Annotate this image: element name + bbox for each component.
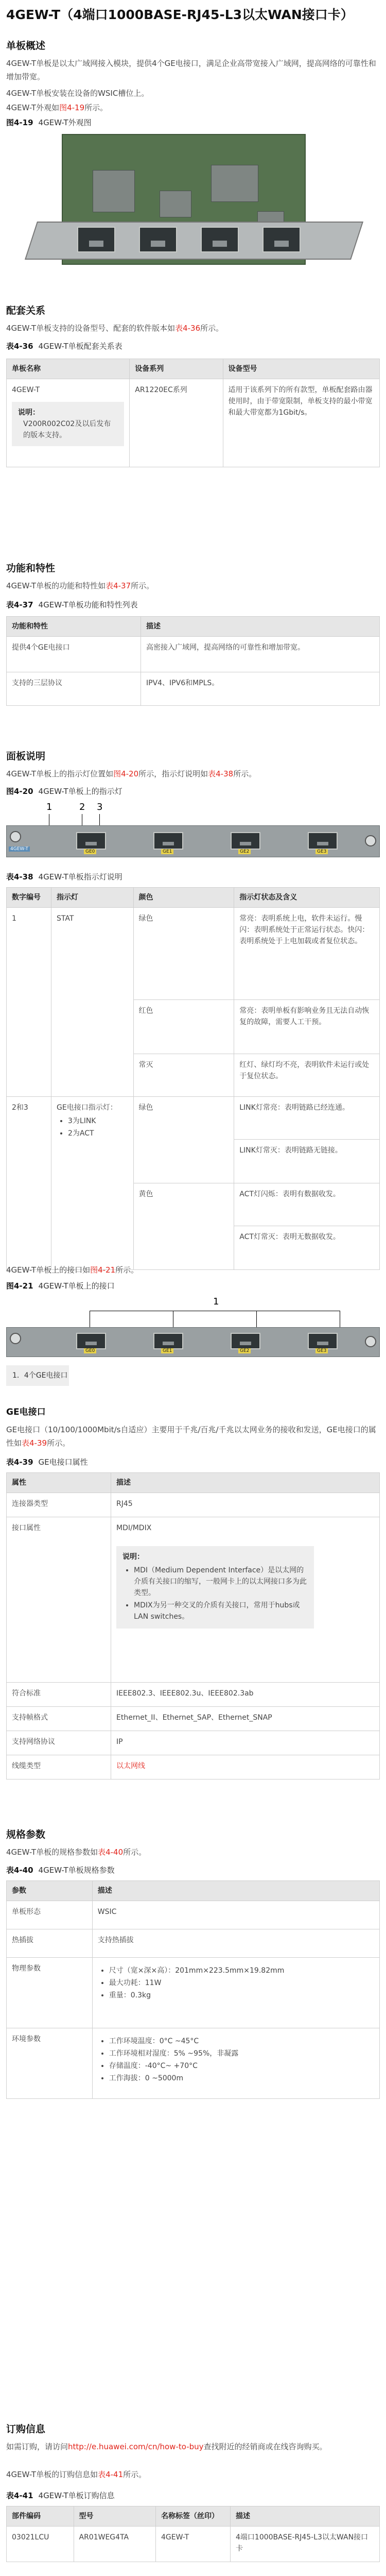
table-row: 环境参数 • 工作环境温度：0°C ~45°C • 工作环境相对湿度：5% ~95%，非凝露 • 存储温度：-40°C~ +70°C • 工作海拔：0 ~5000m: [7, 2028, 380, 2099]
col-header: 单板名称: [7, 359, 130, 379]
table-row: 红色 常亮：表明单板有影响业务且无法自动恢复的故障，需要人工干预。: [7, 1000, 380, 1054]
table-link[interactable]: 表4-39: [22, 1438, 47, 1448]
col-header: 属性: [7, 1473, 111, 1493]
table-row: 物理参数 • 尺寸（宽×深×高）：201mm×223.5mm×19.82mm • 最大功耗：11W • 重量：0.3kg: [7, 1958, 380, 2028]
table-row: 接口属性 MDI/MDIX 说明： • MDI（Medium Dependent Interface）是以太网的介质有关接口的缩写，一般网卡上的以太网接口多为此类型。 • MDIX为另一种交叉的介质有关接口，常用于hubs或LAN switches。: [7, 1517, 380, 1683]
col-header: 名称标签（丝印）: [156, 2506, 231, 2527]
col-header: 功能和特性: [7, 617, 141, 637]
col-header: 设备型号: [223, 359, 380, 379]
table-row: LINK灯常灭：表明链路无链接。: [7, 1140, 380, 1183]
table-caption: 表4-37 4GEW-T单板功能和特性列表: [6, 600, 138, 609]
board-photo: [15, 134, 371, 289]
section-heading-features: 功能和特性: [6, 563, 56, 574]
order-table: [6, 2506, 380, 2562]
note-box: 说明： V200R002C02及以后发布的版本支持。: [12, 402, 124, 446]
figure-link[interactable]: 图4-21: [90, 1265, 116, 1275]
table-row: 符合标准 IEEE802.3、IEEE802.3u、IEEE802.3ab: [7, 1683, 380, 1707]
table-row: 线缆类型 以太网线: [7, 1755, 380, 1780]
table-row: 支持帧格式 Ethernet_II、Ethernet_SAP、Ethernet_SNAP: [7, 1707, 380, 1731]
section-heading-order: 订购信息: [6, 2424, 46, 2435]
col-header: 描述: [141, 617, 380, 637]
table-row: 1 STAT 绿色 常亮：表明系统上电，软件未运行。慢闪：表明系统处于正常运行状态。快闪：表明系统处于上电加载或者复位状态。: [7, 908, 380, 1000]
table-row: 支持的三层协议 IPV4、IPV6和MPLS。: [7, 672, 380, 706]
col-header: 指示灯: [51, 888, 134, 908]
table-link[interactable]: 表4-36: [175, 324, 201, 333]
table-caption: 表4-40 4GEW-T单板规格参数: [6, 1866, 115, 1875]
figure-caption: 图4-19 4GEW-T外观图: [6, 118, 92, 127]
col-header: 描述: [92, 1881, 379, 1901]
table-row: 连接器类型 RJ45: [7, 1493, 380, 1517]
table-row: 提供4个GE电接口 高密接入广域网，提高网络的可靠性和增加带宽。: [7, 637, 380, 672]
overview-paragraph-1: 4GEW-T单板是以太广域网接入模块，提供4个GE电接口，满足企业高带宽接入广域网，提高网络的可靠性和增加带宽。: [6, 59, 376, 81]
table-caption: 表4-36 4GEW-T单板配套关系表: [6, 342, 122, 351]
section-heading-compat: 配套关系: [6, 305, 46, 316]
section-heading-specs: 规格参数: [6, 1829, 46, 1840]
figure-legend: 1．4个GE电接口: [6, 1365, 69, 1386]
col-header: 描述: [111, 1473, 380, 1493]
ge-table: [6, 1472, 380, 1780]
table-caption: 表4-38 4GEW-T单板指示灯说明: [6, 872, 122, 882]
led-table: [6, 887, 380, 1270]
section-heading-ge: GE电接口: [6, 1407, 46, 1417]
col-header: 描述: [231, 2506, 380, 2527]
table-row: 03021LCU AR01WEG4TA 4GEW-T 4端口1000BASE-RJ45-L3以太WAN接口卡: [7, 2527, 380, 2562]
table-link[interactable]: 表4-37: [106, 581, 131, 590]
table-row: 黄色 ACT灯闪烁：表明有数据收发。: [7, 1183, 380, 1226]
col-header: 部件编码: [7, 2506, 74, 2527]
col-header: 型号: [74, 2506, 156, 2527]
table-row: 常灭 红灯、绿灯均不亮，表明软件未运行或处于复位状态。: [7, 1054, 380, 1097]
table-row: ACT灯常灭：表明无数据收发。: [7, 1226, 380, 1270]
table-link[interactable]: 表4-41: [98, 2470, 124, 2479]
features-paragraph: 4GEW-T单板的功能和特性如表4-37所示。: [6, 581, 154, 590]
col-header: 设备系列: [130, 359, 223, 379]
col-header: 指示灯状态及含义: [234, 888, 380, 908]
ge-paragraph: GE电接口（10/100/1000Mbit/s自适应）主要用于千兆/百兆/千兆以太网业务的接收和发送，GE电接口的属性如表4-39所示。: [6, 1425, 376, 1448]
col-header: 颜色: [133, 888, 234, 908]
interface-figure: 1 GE0 GE1 GE2 GE3: [6, 1296, 380, 1358]
buy-link[interactable]: http://e.huawei.com/cn/how-to-buy: [68, 2442, 204, 2451]
table-link[interactable]: 表4-40: [98, 1848, 124, 1857]
ports-paragraph: 4GEW-T单板上的接口如图4-21所示。: [6, 1265, 139, 1275]
overview-paragraph-3: 4GEW-T外观如图4-19所示。: [6, 103, 108, 112]
col-header: 数字编号: [7, 888, 51, 908]
figure-link[interactable]: 图4-20: [113, 769, 139, 778]
note-box: 说明： • MDI（Medium Dependent Interface）是以太网的介质有关接口的缩写，一般网卡上的以太网接口多为此类型。 • MDIX为另一种交叉的介质有关接口，常用于hubs或LAN switches。: [116, 1546, 314, 1629]
overview-paragraph-2: 4GEW-T单板安装在设备的WSIC槽位上。: [6, 89, 149, 98]
table-row: 2和3 GE电接口指示灯： • 3为LINK • 2为ACT 绿色 LINK灯常亮：表明链路已经连通。: [7, 1097, 380, 1140]
compat-table: [6, 359, 380, 467]
table-row: 支持网络协议 IP: [7, 1731, 380, 1755]
order-paragraph: 如需订购，请访问http://e.huawei.com/cn/how-to-buy查找附近的经销商或在线咨询购买。: [6, 2442, 327, 2451]
specs-paragraph: 4GEW-T单板的规格参数如表4-40所示。: [6, 1848, 147, 1857]
table-row: 4GEW-T 说明： V200R002C02及以后发布的版本支持。 AR1220EC系列 适用于该系列下的所有款型，单板配套路由器使用时，由于带宽限制，单板支持的最小带宽和最大带宽都为1Gbit/s。: [7, 379, 380, 467]
table-row: 热插拔 支持热插拔: [7, 1929, 380, 1958]
features-table: [6, 616, 380, 706]
table-caption: 表4-39 GE电接口属性: [6, 1458, 88, 1467]
figure-caption: 图4-20 4GEW-T单板上的指示灯: [6, 787, 122, 796]
led-figure: 1 2 3 4GEW-T GE0 GE1 GE2 GE3: [6, 802, 380, 858]
section-heading-panel: 面板说明: [6, 751, 46, 762]
specs-table: [6, 1880, 380, 2099]
compat-paragraph: 4GEW-T单板支持的设备型号、配套的软件版本如表4-36所示。: [6, 324, 224, 333]
figure-caption: 图4-21 4GEW-T单板上的接口: [6, 1281, 115, 1291]
section-heading-overview: 单板概述: [6, 40, 46, 52]
page-title: 4GEW-T（4端口1000BASE-RJ45-L3以太WAN接口卡）: [6, 7, 354, 22]
table-row: 单板形态 WSIC: [7, 1901, 380, 1929]
panel-paragraph: 4GEW-T单板上的指示灯位置如图4-20所示，指示灯说明如表4-38所示。: [6, 769, 257, 778]
col-header: 参数: [7, 1881, 93, 1901]
table-link[interactable]: 表4-38: [208, 769, 234, 778]
table-caption: 表4-41 4GEW-T单板订购信息: [6, 2491, 115, 2500]
order-paragraph-2: 4GEW-T单板的订购信息如表4-41所示。: [6, 2470, 147, 2479]
figure-link[interactable]: 图4-19: [59, 103, 85, 112]
